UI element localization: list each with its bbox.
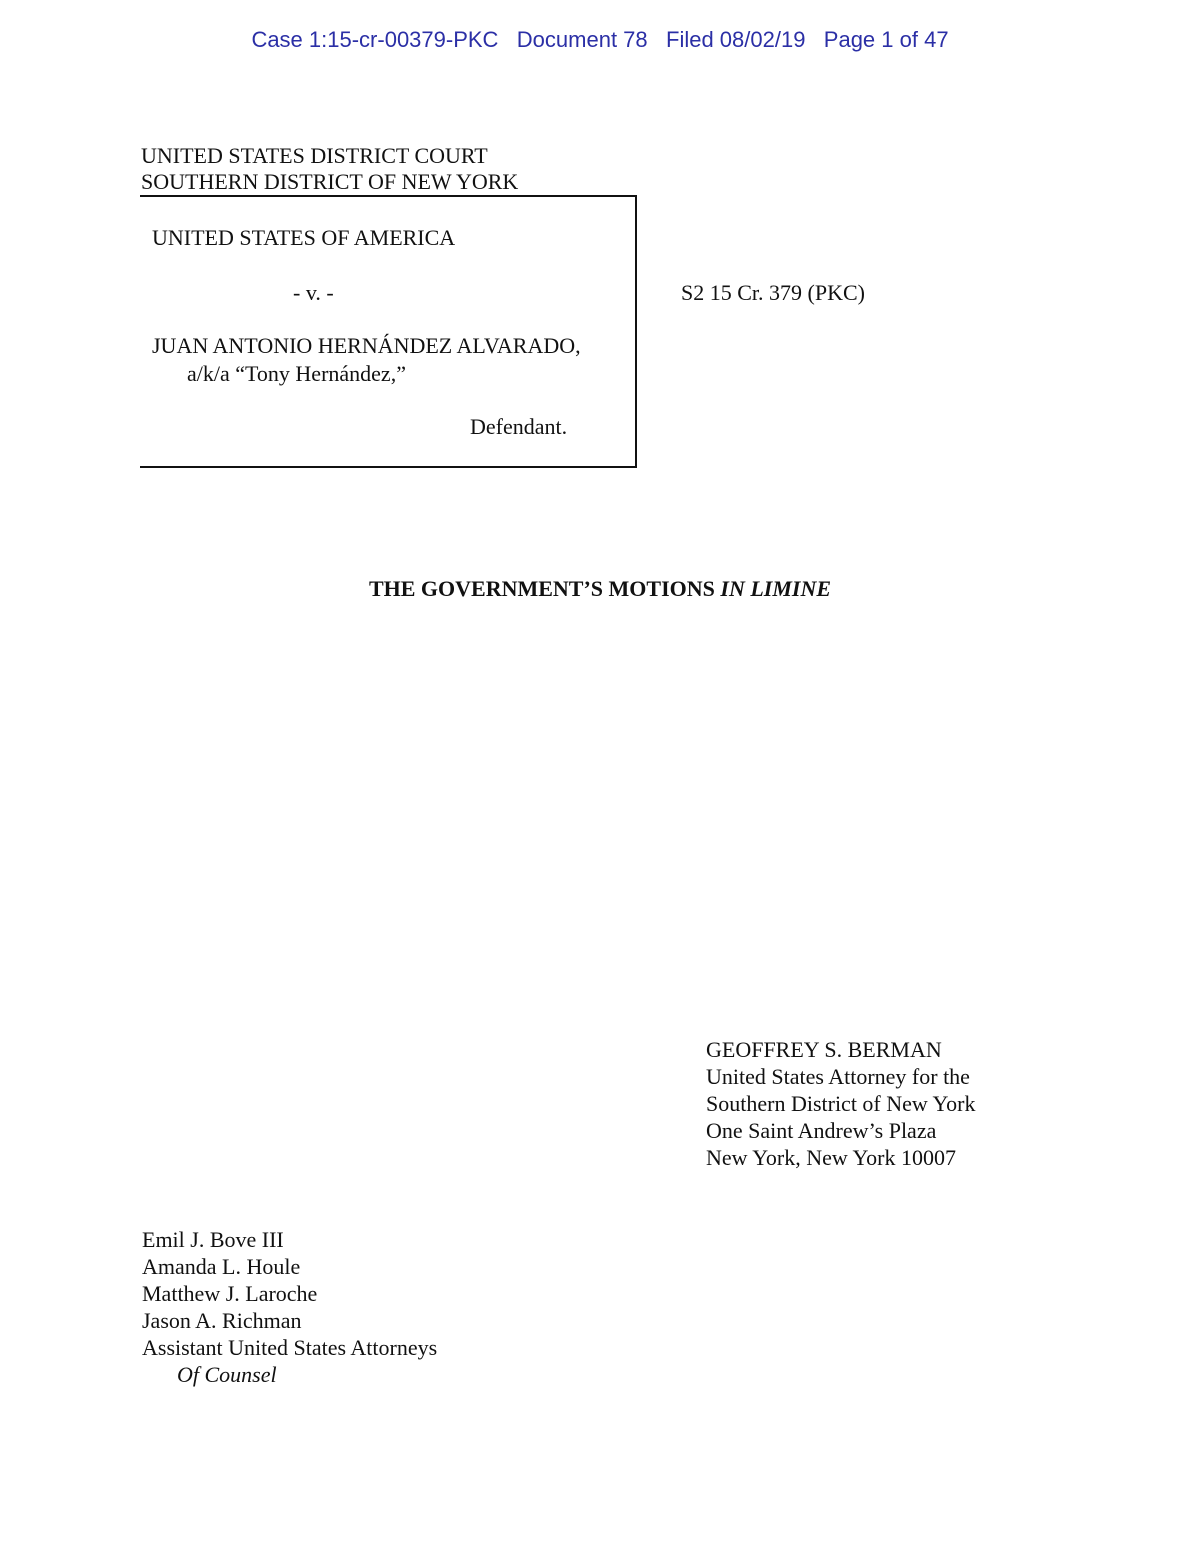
- filing-stamp-header: [0, 27, 1200, 53]
- of-counsel: Of Counsel: [177, 1362, 277, 1387]
- document-title: [0, 576, 1200, 602]
- counsel-role: Assistant United States Attorneys: [142, 1335, 438, 1360]
- caption-bottom-rule: [140, 466, 637, 468]
- defendant-alias: a/k/a “Tony Hernández,”: [187, 361, 406, 386]
- counsel-name: Jason A. Richman: [142, 1308, 302, 1333]
- versus: - v. -: [293, 280, 334, 305]
- stamp-document: Document 78: [516, 27, 648, 52]
- stamp-case: Case 1:15-cr-00379-PKC: [251, 27, 499, 52]
- attorney-line: GEOFFREY S. BERMAN: [706, 1037, 942, 1062]
- attorney-line: One Saint Andrew’s Plaza: [706, 1118, 937, 1143]
- attorney-line: Southern District of New York: [706, 1091, 976, 1116]
- counsel-name: Amanda L. Houle: [142, 1254, 301, 1279]
- defendant-label: Defendant.: [470, 414, 568, 439]
- case-number: S2 15 Cr. 379 (PKC): [681, 280, 865, 305]
- us-attorney-block: [706, 1036, 976, 1171]
- caption-right-rule: [635, 195, 637, 468]
- caption-top-rule: [140, 195, 637, 197]
- title-italic: IN LIMINE: [720, 576, 832, 601]
- counsel-name: Matthew J. Laroche: [142, 1281, 318, 1306]
- stamp-filed: Filed 08/02/19: [666, 27, 806, 52]
- court-district: SOUTHERN DISTRICT OF NEW YORK: [141, 169, 519, 194]
- counsel-name: Emil J. Bove III: [142, 1227, 284, 1252]
- stamp-page: Page 1 of 47: [823, 27, 949, 52]
- plaintiff: UNITED STATES OF AMERICA: [152, 225, 456, 250]
- attorney-line: United States Attorney for the: [706, 1064, 970, 1089]
- title-main: THE GOVERNMENT’S MOTIONS: [368, 576, 721, 601]
- court-name: UNITED STATES DISTRICT COURT: [141, 143, 488, 168]
- counsel-block: [142, 1226, 437, 1388]
- attorney-line: New York, New York 10007: [706, 1145, 956, 1170]
- defendant-name: JUAN ANTONIO HERNÁNDEZ ALVARADO,: [152, 333, 581, 358]
